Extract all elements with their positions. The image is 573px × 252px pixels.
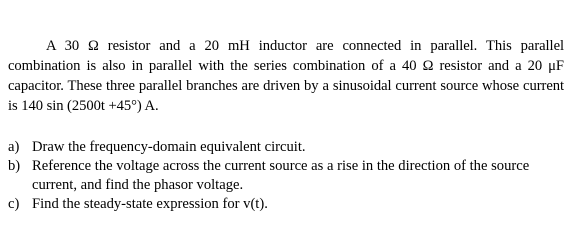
task-item-a	[8, 138, 564, 157]
task-item-c	[8, 195, 564, 214]
task-text: Reference the voltage across the current source as a rise in the direction of the source current, and find the phasor voltage.	[32, 158, 530, 193]
task-list	[8, 138, 564, 214]
task-text: Find the steady-state expression for v(t).	[32, 196, 268, 212]
problem-paragraph: A 30 Ω resistor and a 20 mH inductor are connected in parallel. This parallel combination is also in parallel with the series combination of a 40 Ω resistor and a 20 μF capacitor. These three parallel branches are driven by a sinusoidal current source whose current is 140 sin (2500t +45°) A.	[8, 38, 564, 114]
task-item-b	[8, 157, 564, 195]
problem-statement	[8, 36, 564, 212]
task-text: Draw the frequency-domain equivalent circuit.	[32, 139, 306, 155]
task-marker: a)	[8, 139, 20, 155]
task-marker: b)	[8, 158, 21, 174]
task-marker: c)	[8, 196, 20, 212]
